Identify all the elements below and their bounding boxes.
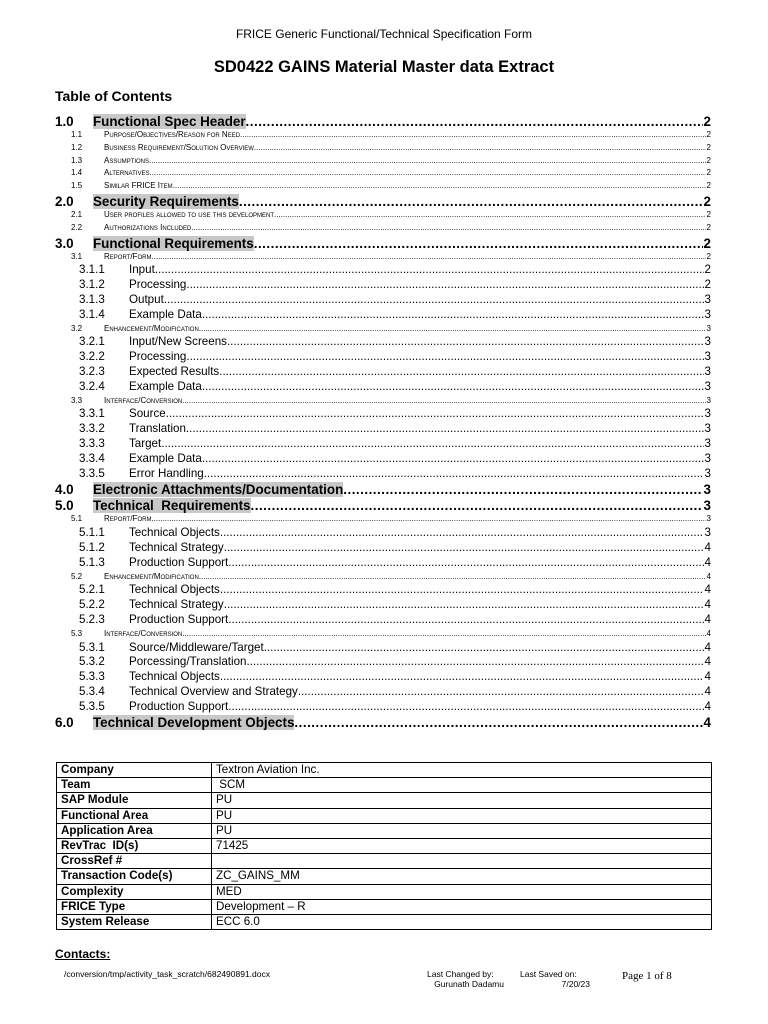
info-field-value: PU (212, 793, 712, 808)
info-table-row (57, 899, 712, 914)
toc-leader-dots (202, 452, 704, 467)
info-table-row (57, 869, 712, 884)
toc-leader-dots (182, 395, 705, 408)
toc-entry-page: 3 (704, 422, 711, 436)
toc-leader-dots (298, 685, 704, 700)
toc-entry-page: 3 (704, 350, 711, 364)
toc-entry-page: 3 (703, 482, 711, 498)
toc-entry[interactable] (55, 395, 711, 408)
toc-entry-label: Security Requirements (93, 193, 239, 209)
toc-entry-page: 4 (704, 612, 711, 626)
info-table-row (57, 854, 712, 869)
toc-entry-page: 3 (704, 379, 711, 393)
toc-entry-page: 2 (704, 278, 711, 292)
toc-entry[interactable] (55, 167, 711, 180)
table-of-contents (55, 113, 711, 730)
toc-entry-label: Technical Strategy (129, 598, 224, 612)
toc-leader-dots (228, 613, 703, 628)
toc-entry-number: 5.3.5 (79, 699, 105, 713)
toc-entry[interactable] (55, 263, 711, 278)
toc-entry-label: Business Requirement/Solution Overview (104, 142, 254, 152)
toc-entry-number: 3.3.1 (79, 407, 105, 421)
info-field-label: Team (57, 778, 212, 793)
toc-entry-number: 5.3 (71, 628, 83, 638)
info-field-value: Development – R (212, 899, 712, 914)
toc-entry[interactable] (55, 407, 711, 422)
toc-entry-number: 5.1.1 (79, 526, 105, 540)
toc-entry-label: Expected Results (129, 364, 220, 378)
toc-entry-label: Technical Objects (129, 526, 220, 540)
toc-entry-page: 2 (706, 222, 711, 232)
toc-entry-label: Technical Objects (129, 583, 220, 597)
toc-entry[interactable] (55, 155, 711, 168)
toc-entry[interactable] (55, 235, 711, 251)
toc-entry-label: Error Handling (129, 466, 204, 480)
toc-entry[interactable] (55, 251, 711, 264)
info-field-value: PU (212, 823, 712, 838)
info-field-value: MED (212, 884, 712, 899)
toc-entry-number: 5.3.4 (79, 684, 105, 698)
toc-entry-label: Assumptions (104, 155, 150, 165)
toc-leader-dots (199, 571, 706, 584)
toc-entry-number: 1.2 (71, 142, 83, 152)
toc-entry[interactable] (55, 308, 711, 323)
toc-entry-page: 2 (706, 130, 711, 139)
toc-entry[interactable] (55, 113, 711, 129)
info-table-row (57, 763, 712, 778)
toc-entry-label: Example Data (129, 379, 202, 393)
toc-entry-page: 2 (706, 168, 711, 178)
info-field-label: RevTrac ID(s) (57, 839, 212, 854)
toc-leader-dots (254, 236, 703, 251)
toc-entry-page: 3 (706, 323, 711, 333)
toc-leader-dots (202, 380, 704, 395)
info-field-value: ECC 6.0 (212, 915, 712, 930)
footer-last-changed (424, 969, 504, 989)
toc-entry[interactable] (55, 293, 711, 308)
toc-leader-dots (155, 263, 704, 278)
toc-entry-number: 3.1.3 (79, 292, 105, 306)
toc-leader-dots (149, 155, 706, 168)
toc-leader-dots (220, 670, 704, 685)
toc-entry[interactable] (55, 700, 711, 715)
toc-entry-page: 2 (706, 155, 711, 165)
toc-entry-label: Interface/Conversion (104, 395, 183, 405)
toc-entry[interactable] (55, 583, 711, 598)
toc-entry[interactable] (55, 142, 711, 155)
toc-entry[interactable] (55, 655, 711, 670)
toc-entry[interactable] (55, 513, 711, 526)
toc-entry-label: Electronic Attachments/Documentation (93, 482, 344, 498)
toc-entry[interactable] (55, 350, 711, 365)
toc-entry-number: 6.0 (55, 715, 74, 731)
toc-leader-dots (186, 350, 703, 365)
toc-leader-dots (202, 308, 704, 323)
toc-entry-label: Production Support (129, 555, 229, 569)
toc-entry[interactable] (55, 365, 711, 380)
toc-leader-dots (239, 194, 703, 209)
toc-entry-number: 3.2.1 (79, 335, 105, 349)
toc-leader-dots (274, 209, 706, 222)
toc-entry-page: 2 (703, 193, 711, 209)
toc-entry-number: 2.0 (55, 193, 74, 209)
toc-leader-dots (224, 598, 704, 613)
toc-entry[interactable] (55, 193, 711, 209)
toc-entry-label: Functional Spec Header (93, 114, 246, 129)
toc-entry-page: 2 (706, 181, 711, 191)
toc-entry-page: 3 (704, 307, 711, 321)
info-field-value: PU (212, 808, 712, 823)
toc-leader-dots (204, 467, 704, 482)
toc-entry-page: 3 (704, 451, 711, 465)
contacts-heading: Contacts: (55, 947, 111, 961)
toc-entry[interactable] (55, 526, 711, 541)
toc-entry-page: 4 (704, 555, 711, 569)
toc-entry-label: Technical Development Objects (93, 715, 295, 731)
toc-entry-number: 5.0 (55, 498, 74, 514)
toc-entry-page: 4 (704, 684, 711, 698)
page-header: FRICE Generic Functional/Technical Specification Form (235, 27, 533, 41)
toc-entry-page: 2 (706, 142, 711, 152)
toc-entry[interactable] (55, 556, 711, 571)
toc-entry[interactable] (55, 714, 711, 730)
toc-leader-dots (224, 541, 704, 556)
document-info-table (56, 762, 712, 930)
last-changed-label: Last Changed by: (427, 969, 494, 979)
info-table-row (57, 778, 712, 793)
footer-file-path: /conversion/tmp/activity_task_scratch/682490891.docx (64, 969, 271, 979)
toc-entry-number: 3.1.4 (79, 307, 105, 321)
info-table-row (57, 884, 712, 899)
toc-entry-page: 4 (704, 670, 711, 684)
toc-entry-page: 4 (704, 583, 711, 597)
last-saved-label: Last Saved on: (520, 969, 577, 979)
toc-entry[interactable] (55, 129, 711, 142)
toc-entry-number: 1.1 (71, 130, 83, 139)
toc-leader-dots (251, 498, 703, 513)
toc-leader-dots (228, 700, 703, 715)
toc-entry-page: 3 (704, 292, 711, 306)
toc-entry-number: 5.2.3 (79, 612, 105, 626)
toc-entry-number: 3.1 (71, 251, 83, 261)
toc-leader-dots (264, 641, 704, 656)
toc-entry-page: 3 (704, 526, 711, 540)
toc-entry-page: 4 (704, 640, 711, 654)
info-table-row (57, 808, 712, 823)
toc-entry[interactable] (55, 323, 711, 336)
toc-entry-label: Purpose/Objectives/Reason for Need (104, 130, 241, 139)
info-field-label: SAP Module (57, 793, 212, 808)
toc-entry-page: 3 (704, 335, 711, 349)
info-field-label: Company (57, 763, 212, 778)
toc-entry-page: 4 (704, 655, 711, 669)
toc-entry-label: Source (129, 407, 166, 421)
toc-entry[interactable] (55, 541, 711, 556)
toc-entry-page: 3 (706, 395, 711, 405)
info-field-value: SCM (212, 778, 712, 793)
toc-leader-dots (219, 365, 703, 380)
toc-entry-page: 4 (704, 540, 711, 554)
toc-entry[interactable] (55, 209, 711, 222)
toc-entry[interactable] (55, 685, 711, 700)
info-table-row (57, 915, 712, 930)
toc-entry-page: 4 (703, 715, 711, 731)
toc-entry-label: Example Data (129, 307, 202, 321)
toc-entry-label: Report/Form (104, 514, 152, 524)
toc-leader-dots (228, 556, 703, 571)
document-title: SD0422 GAINS Material Master data Extract (213, 58, 555, 76)
toc-leader-dots (343, 482, 702, 497)
toc-leader-dots (173, 180, 706, 193)
toc-entry-label: Processing (129, 278, 187, 292)
toc-entry[interactable] (55, 571, 711, 584)
toc-entry-label: Technical Requirements (93, 498, 251, 514)
toc-entry-page: 2 (703, 235, 711, 251)
info-field-label: Functional Area (57, 808, 212, 823)
toc-entry-label: Technical Objects (129, 670, 220, 684)
toc-entry-label: Translation (129, 422, 186, 436)
toc-entry-number: 3.2.3 (79, 364, 105, 378)
toc-entry-number: 3.3.5 (79, 466, 105, 480)
toc-entry-label: Technical Strategy (129, 540, 224, 554)
toc-entry-label: Interface/Conversion (104, 628, 183, 638)
toc-entry-page: 3 (704, 466, 711, 480)
toc-leader-dots (247, 655, 704, 670)
toc-entry-page: 3 (704, 407, 711, 421)
toc-entry[interactable] (55, 628, 711, 641)
toc-leader-dots (246, 114, 703, 129)
toc-entry-label: Source/Middleware/Target (129, 640, 264, 654)
toc-entry-number: 5.1.2 (79, 540, 105, 554)
toc-entry-label: Production Support (129, 612, 229, 626)
toc-entry-label: User profiles allowed to use this development (104, 209, 275, 219)
toc-leader-dots (227, 335, 704, 350)
toc-entry-label: Alternatives (104, 168, 150, 178)
toc-entry-number: 3.1.1 (79, 263, 105, 277)
toc-entry-label: Enhancement/Modification (104, 571, 199, 581)
toc-entry-number: 2.2 (71, 222, 83, 232)
footer-page-number: Page 1 of 8 (622, 970, 672, 982)
footer-last-saved (520, 969, 590, 989)
toc-entry-label: Functional Requirements (93, 235, 254, 251)
toc-entry-number: 3.2 (71, 323, 83, 333)
toc-entry-page: 2 (706, 209, 711, 219)
toc-leader-dots (294, 715, 702, 730)
toc-entry[interactable] (55, 422, 711, 437)
toc-entry-label: Similar FRICE Item (104, 181, 173, 191)
toc-entry[interactable] (55, 598, 711, 613)
toc-entry[interactable] (55, 670, 711, 685)
info-field-label: CrossRef # (57, 854, 212, 869)
toc-leader-dots (149, 167, 705, 180)
toc-entry-number: 5.1 (71, 514, 83, 524)
toc-entry-number: 5.3.3 (79, 670, 105, 684)
info-table-row (57, 839, 712, 854)
toc-entry-number: 1.3 (71, 155, 83, 165)
toc-entry-page: 3 (704, 364, 711, 378)
toc-entry-number: 1.5 (71, 181, 83, 191)
info-field-label: System Release (57, 915, 212, 930)
toc-entry-label: Input (129, 263, 155, 277)
toc-entry-number: 3.2.2 (79, 350, 105, 364)
toc-leader-dots (220, 526, 704, 541)
toc-heading: Table of Contents (55, 88, 173, 104)
info-field-value (212, 854, 712, 869)
toc-entry[interactable] (55, 613, 711, 628)
toc-entry[interactable] (55, 497, 711, 513)
info-field-value: 71425 (212, 839, 712, 854)
toc-leader-dots (161, 437, 703, 452)
toc-leader-dots (186, 278, 703, 293)
toc-entry-number: 4.0 (55, 482, 74, 498)
info-field-label: Complexity (57, 884, 212, 899)
toc-leader-dots (151, 513, 705, 526)
toc-entry-label: Target (129, 436, 162, 450)
toc-entry-number: 5.3.2 (79, 655, 105, 669)
toc-entry-label: Example Data (129, 451, 202, 465)
toc-entry[interactable] (55, 335, 711, 350)
toc-leader-dots (166, 407, 704, 422)
toc-entry-label: Output (129, 292, 164, 306)
info-field-label: FRICE Type (57, 899, 212, 914)
toc-entry-page: 2 (704, 263, 711, 277)
toc-entry-page: 4 (704, 699, 711, 713)
toc-leader-dots (186, 422, 704, 437)
toc-entry-number: 3.2.4 (79, 379, 105, 393)
info-field-label: Transaction Code(s) (57, 869, 212, 884)
toc-entry-label: Production Support (129, 699, 229, 713)
last-changed-by: Gurunath Dadamu (434, 979, 504, 989)
toc-entry[interactable] (55, 180, 711, 193)
toc-entry-number: 1.0 (55, 114, 74, 129)
toc-entry-label: Enhancement/Modification (104, 323, 199, 333)
last-saved-on: 7/20/23 (561, 979, 590, 989)
info-field-value: Textron Aviation Inc. (212, 763, 712, 778)
toc-leader-dots (191, 222, 705, 235)
info-field-label: Application Area (57, 823, 212, 838)
toc-entry[interactable] (55, 641, 711, 656)
toc-entry-number: 3.3.3 (79, 436, 105, 450)
toc-entry-number: 3.3.4 (79, 451, 105, 465)
toc-entry-number: 1.4 (71, 168, 83, 178)
toc-entry-page: 4 (704, 598, 711, 612)
toc-entry-number: 5.2.2 (79, 598, 105, 612)
toc-leader-dots (240, 129, 706, 142)
toc-entry-label: Technical Overview and Strategy (129, 684, 298, 698)
toc-entry-page: 3 (706, 514, 711, 524)
toc-leader-dots (254, 142, 706, 155)
toc-entry-page: 2 (703, 114, 711, 129)
toc-entry-number: 5.2 (71, 571, 83, 581)
toc-entry[interactable] (55, 278, 711, 293)
info-field-value: ZC_GAINS_MM (212, 869, 712, 884)
info-table-row (57, 823, 712, 838)
toc-entry-page: 2 (706, 251, 711, 261)
toc-entry-page: 4 (706, 628, 711, 638)
toc-entry-number: 5.3.1 (79, 640, 105, 654)
toc-entry-number: 3.3 (71, 395, 83, 405)
toc-entry-label: Authorizations Included (104, 222, 192, 232)
toc-entry[interactable] (55, 481, 711, 497)
info-table-row (57, 793, 712, 808)
toc-entry[interactable] (55, 437, 711, 452)
toc-entry-label: Input/New Screens (129, 335, 227, 349)
toc-entry[interactable] (55, 452, 711, 467)
toc-leader-dots (164, 293, 704, 308)
toc-entry[interactable] (55, 380, 711, 395)
toc-entry-number: 3.1.2 (79, 278, 105, 292)
toc-entry-number: 2.1 (71, 209, 83, 219)
toc-entry-label: Report/Form (104, 251, 152, 261)
toc-entry-page: 3 (704, 436, 711, 450)
toc-entry[interactable] (55, 222, 711, 235)
toc-leader-dots (220, 583, 704, 598)
toc-entry-label: Processing (129, 350, 187, 364)
toc-entry[interactable] (55, 467, 711, 482)
toc-entry-label: Porcessing/Translation (129, 655, 247, 669)
toc-entry-number: 3.3.2 (79, 422, 105, 436)
toc-leader-dots (151, 251, 705, 264)
toc-leader-dots (182, 628, 705, 641)
toc-entry-number: 5.1.3 (79, 555, 105, 569)
toc-entry-number: 5.2.1 (79, 583, 105, 597)
toc-entry-page: 4 (706, 571, 711, 581)
toc-entry-number: 3.0 (55, 235, 74, 251)
toc-leader-dots (199, 323, 706, 336)
toc-entry-page: 3 (703, 498, 711, 514)
